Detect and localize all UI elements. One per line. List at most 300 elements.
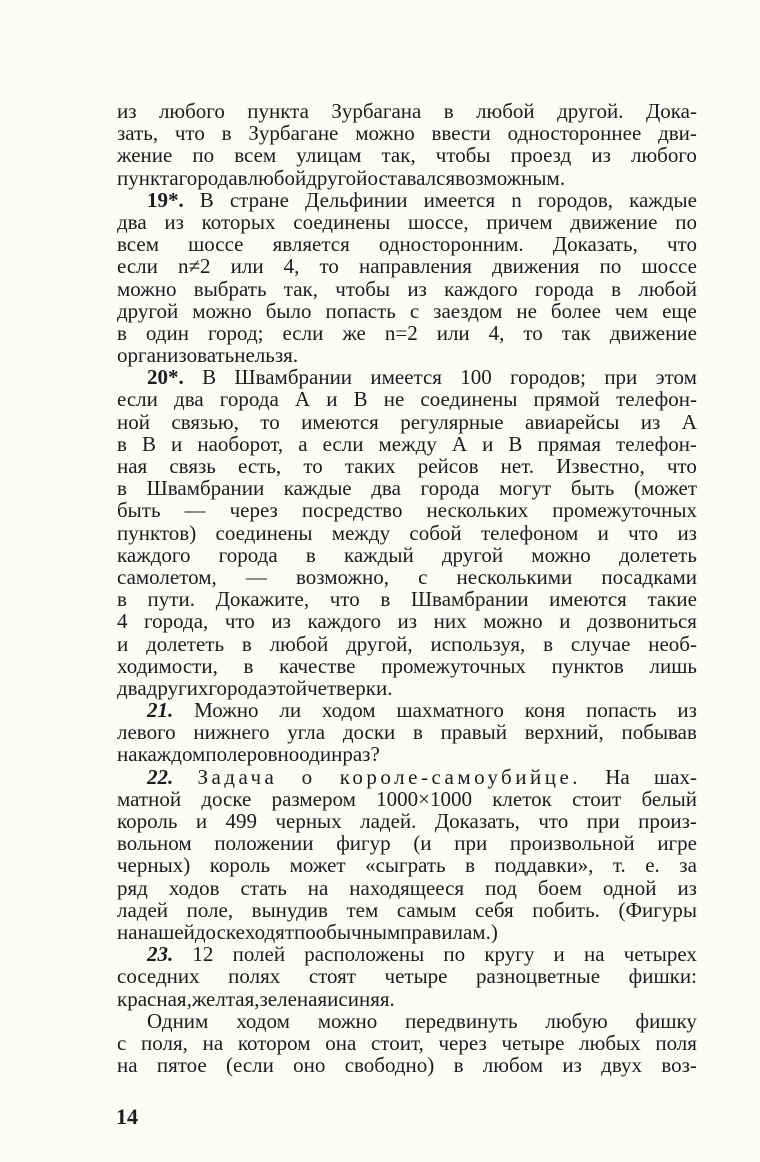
word: поле, (186, 897, 234, 922)
word: между (331, 520, 391, 545)
word: расположены (304, 942, 425, 967)
word: пунктов (551, 653, 624, 678)
word: быть (570, 476, 615, 501)
word: вольном (117, 831, 192, 856)
word: или (436, 320, 470, 345)
word: четыре (384, 964, 448, 989)
word: то (303, 454, 323, 478)
word: регулярные (400, 409, 504, 434)
word: каждого (307, 609, 381, 634)
word: зать, (117, 121, 159, 146)
word: на (307, 875, 329, 900)
word: лишь (649, 653, 697, 678)
word: то (260, 409, 280, 434)
word: Задача (197, 764, 278, 789)
word: В (202, 365, 217, 390)
word: самым (396, 897, 457, 922)
word: из (562, 1053, 582, 1078)
word: Швамбрании (410, 587, 529, 612)
word: Зурбагана (331, 99, 422, 123)
word: чтобы (335, 276, 391, 301)
word: синяя. (338, 986, 395, 1011)
word: под (485, 875, 517, 900)
word: авиарейсы (525, 409, 620, 434)
word: и (195, 809, 208, 833)
text-line (117, 810, 697, 832)
text-line (117, 278, 697, 300)
word: необ- (648, 631, 697, 656)
text-line (117, 366, 697, 388)
word: оно (293, 1053, 326, 1078)
word: ладей (117, 897, 169, 922)
word: а (298, 431, 308, 456)
word: поддавки», (494, 853, 594, 878)
word: шах- (653, 764, 697, 789)
word: поля (655, 1030, 697, 1055)
word: 4, (488, 320, 505, 345)
word: в (543, 631, 554, 656)
word: положении (214, 831, 314, 856)
word: в (117, 431, 127, 456)
text-line (117, 655, 697, 677)
word: на (117, 919, 138, 944)
word: этой (267, 675, 308, 700)
word: Одним (147, 1008, 209, 1033)
word: она (325, 1030, 357, 1055)
word: такие (647, 587, 697, 612)
text-line (117, 411, 697, 433)
word: ладей. (360, 809, 417, 833)
word: стоит (572, 786, 622, 811)
word: долететь (618, 542, 697, 567)
word: по (294, 919, 316, 944)
word: города (420, 476, 480, 501)
word: телефоном (480, 520, 579, 545)
word: чтобы (435, 143, 491, 168)
word: на (583, 942, 605, 967)
word: из (677, 875, 697, 900)
word: попасть (586, 698, 657, 723)
word: Известно, (556, 454, 645, 478)
word: таких (344, 454, 396, 478)
word: побить. (532, 897, 600, 922)
word: возможно, (295, 564, 389, 589)
word: четыре (501, 1030, 565, 1055)
word: 100 (460, 365, 492, 390)
text-line (117, 233, 697, 255)
word: себя (474, 897, 514, 922)
word: одностороннее (507, 121, 642, 146)
word: соединены (215, 520, 313, 545)
word: других (146, 675, 209, 700)
word: зеленая (259, 986, 328, 1011)
word: два (174, 387, 204, 412)
text-line (117, 388, 697, 410)
word: несколькими (456, 564, 573, 589)
word: в (237, 165, 248, 190)
word: (если (226, 1053, 274, 1078)
word: свободно) (344, 1053, 435, 1078)
word: Швамбрании (234, 365, 353, 390)
word: так, (381, 143, 416, 168)
word: Докажите, (215, 587, 310, 612)
word: каждого (444, 276, 518, 301)
word: доске (201, 786, 252, 811)
word: игре (657, 831, 697, 856)
word: пункта (247, 99, 309, 123)
word: любой (638, 276, 697, 301)
text-line (117, 433, 697, 455)
word: пятое (156, 1053, 207, 1078)
word: каждый (343, 542, 414, 567)
word: B (508, 431, 523, 456)
word: Дока- (645, 99, 697, 123)
word: при (454, 831, 488, 856)
word: этом (655, 365, 697, 390)
word: пункта (117, 165, 179, 190)
word: два (371, 476, 401, 501)
word: Дельфинии (305, 187, 408, 212)
word: движение (609, 320, 697, 345)
word: в (465, 853, 476, 878)
word: дозвониться (586, 609, 697, 634)
word: еще (662, 298, 697, 323)
word: любую (545, 1008, 608, 1033)
word: Швамбрании (146, 476, 265, 501)
word: коня (524, 698, 566, 723)
word: из (397, 609, 418, 634)
word: четверки. (307, 675, 393, 700)
word: поля, (141, 1030, 188, 1055)
word: ровно (246, 742, 300, 767)
word: 23. (147, 942, 174, 967)
word: (может (634, 476, 697, 501)
word: полях (228, 964, 281, 989)
text-line (117, 588, 697, 610)
text-line (117, 610, 697, 632)
word: движение (570, 209, 658, 234)
word: если (322, 431, 364, 456)
word: ли (279, 698, 302, 723)
word: обычным (315, 919, 401, 944)
word: за (679, 853, 697, 878)
word: собой (409, 520, 462, 545)
text-line (117, 766, 697, 788)
word: наоборот, (197, 431, 284, 456)
text-line (117, 566, 697, 588)
text-line (117, 1032, 697, 1054)
text-line (117, 743, 697, 765)
word: B (141, 431, 156, 456)
word: при (604, 365, 638, 390)
word: любой (476, 99, 535, 123)
word: шоссе, (407, 209, 469, 234)
word: соединены (420, 387, 518, 412)
word: одной (602, 875, 657, 900)
word: в (305, 542, 316, 567)
word: промежуточных (552, 498, 697, 523)
word: так (561, 320, 591, 345)
text-line (117, 921, 697, 943)
word: можно (317, 1008, 378, 1033)
word: — (184, 498, 206, 523)
word: через (438, 1030, 487, 1055)
word: города, (144, 609, 209, 634)
text-line (117, 100, 697, 122)
word: же (342, 320, 366, 345)
word: движения (492, 254, 580, 279)
word: боем (537, 875, 582, 900)
text-line (117, 943, 697, 965)
word: любого (158, 99, 225, 123)
word: из (271, 609, 291, 634)
word: с (409, 298, 420, 323)
word: могут (499, 476, 552, 501)
text-line (117, 322, 697, 344)
word: и (482, 431, 494, 456)
word: ряд (117, 875, 148, 900)
word: ходом (236, 1008, 290, 1033)
word: возможным. (455, 165, 566, 190)
word: что (666, 232, 697, 257)
word: 19*. (147, 187, 184, 212)
word: 21. (147, 698, 174, 723)
word: один (299, 742, 343, 767)
word: красная, (117, 986, 192, 1011)
word: — (245, 564, 267, 589)
word: побывав (621, 720, 697, 745)
word: самолетом, (117, 564, 217, 589)
word: A (294, 387, 311, 412)
word: 12 (192, 942, 214, 967)
text-line (117, 988, 697, 1010)
word: то (319, 254, 339, 279)
text-line (117, 965, 697, 987)
text-line (117, 677, 697, 699)
word: имеются (549, 587, 627, 612)
word: вынудив (251, 897, 328, 922)
word: нельзя. (234, 343, 299, 368)
word: тем (346, 897, 379, 922)
word: каждого (117, 542, 191, 567)
word: что (174, 121, 205, 146)
word: B (353, 387, 368, 412)
word: из (164, 209, 184, 234)
word: Доказать, (434, 809, 520, 833)
word: другой, (346, 631, 413, 656)
word: котором (237, 1030, 311, 1055)
word: любом (482, 1053, 544, 1078)
word: ходом (321, 698, 376, 723)
text-line (117, 455, 697, 477)
word: фигур (336, 831, 391, 856)
word: и (597, 520, 609, 545)
word: можно (355, 121, 415, 146)
word: стать (240, 875, 287, 900)
word: пунктов) (117, 520, 197, 545)
word: можно (483, 609, 543, 634)
word: в (241, 631, 252, 656)
word: попасть (325, 298, 396, 323)
word: может (289, 853, 346, 878)
word: так, (283, 276, 319, 301)
word: воз- (661, 1053, 697, 1078)
word: Доказать, (552, 232, 638, 257)
word: в (443, 99, 454, 123)
word: черных) (117, 853, 191, 878)
word: дви- (658, 121, 697, 146)
word: по (443, 942, 466, 967)
word: есть, (238, 454, 282, 478)
word: поле (205, 742, 247, 767)
word: имеется (370, 365, 442, 390)
word: города (534, 276, 594, 301)
word: шоссе (188, 232, 244, 257)
text-line (117, 1010, 697, 1032)
word: правый (440, 720, 507, 745)
word: n (511, 187, 522, 212)
word: правилам.) (400, 919, 498, 944)
word: левого (117, 720, 176, 745)
word: и (326, 387, 338, 412)
word: заездом (433, 298, 503, 323)
text-line (117, 633, 697, 655)
text-line (117, 255, 697, 277)
word: и (327, 986, 339, 1011)
word: каждом (137, 742, 206, 767)
word: проезд (510, 143, 572, 168)
word: соседних (117, 964, 200, 989)
word: стоят (308, 964, 356, 989)
word: посредство (301, 498, 403, 523)
word: кругу (484, 942, 535, 967)
word: телефон- (616, 387, 697, 412)
word: рейсов (417, 454, 479, 478)
word: любых (579, 1030, 641, 1055)
word: нашей (137, 919, 195, 944)
word: любой (247, 165, 307, 190)
word: 4, (283, 254, 300, 279)
word: односторонним. (378, 232, 524, 257)
text-line (117, 300, 697, 322)
text-line (117, 522, 697, 544)
text-line (117, 122, 697, 144)
word: и (171, 431, 183, 456)
word: размером (271, 786, 356, 811)
word: в (117, 320, 127, 345)
word: из (677, 698, 697, 723)
word: из (677, 520, 697, 545)
word: что (329, 587, 360, 612)
text-line (117, 877, 697, 899)
word: верхний, (524, 720, 604, 745)
word: направления (359, 254, 472, 279)
word: в (413, 720, 423, 745)
word: ввести (431, 121, 491, 146)
word: через (229, 498, 278, 523)
word: n≠2 (177, 254, 211, 279)
word: ходят (244, 919, 295, 944)
word: произвольной (509, 831, 635, 856)
word: соединены (293, 209, 391, 234)
word: (Фигуры (618, 897, 697, 922)
word: ходимости, (117, 653, 218, 678)
word: в (117, 476, 127, 501)
word: е. (645, 853, 660, 878)
word: шоссе (641, 254, 697, 279)
word: связь (169, 454, 216, 478)
word: городов, (537, 187, 614, 212)
word: шахматного (396, 698, 504, 723)
word: является (272, 232, 350, 257)
word: телефон- (616, 431, 697, 456)
word: доске (194, 919, 245, 944)
word: любого (630, 143, 697, 168)
word: можно (192, 298, 252, 323)
word: организовать (117, 343, 235, 368)
word: четырех (623, 942, 697, 967)
word: фишку (635, 1008, 697, 1033)
word: находящееся (349, 875, 465, 900)
word: желтая, (191, 986, 260, 1011)
text-line (117, 832, 697, 854)
word: что (538, 809, 569, 833)
word: нижнего (193, 720, 270, 745)
word: и (559, 609, 571, 634)
word: ная (117, 454, 148, 478)
word: них (433, 609, 467, 634)
word: короле-самоубийце. (339, 764, 582, 789)
word: с (117, 1030, 127, 1055)
word: в (453, 1053, 464, 1078)
word: с (418, 564, 428, 589)
word: ходов (168, 875, 220, 900)
word: качестве (279, 653, 356, 678)
text-line (117, 477, 697, 499)
word: 22. (147, 764, 174, 789)
word: 4 (117, 609, 128, 634)
word: города (218, 542, 278, 567)
word: белый (641, 786, 697, 811)
word: о (301, 764, 316, 789)
word: передвинуть (405, 1008, 518, 1033)
word: матной (117, 786, 182, 811)
word: n=2 (384, 320, 418, 345)
word: в (117, 587, 127, 612)
word: любой (269, 631, 329, 656)
word: фишки: (628, 964, 697, 989)
word: не (383, 387, 405, 412)
word: выбрать (193, 276, 267, 301)
word: из (591, 143, 611, 168)
word: между (378, 431, 437, 456)
word: угла (287, 720, 326, 745)
word: если (117, 387, 158, 412)
word: прямая (537, 431, 601, 456)
word: на (202, 1030, 224, 1055)
word: ной (117, 409, 150, 434)
word: по (599, 254, 622, 279)
word: чем (614, 298, 649, 323)
word: другой (441, 542, 504, 567)
text-line (117, 189, 697, 211)
word: в (243, 653, 254, 678)
word: и (553, 942, 565, 967)
word: черных (275, 809, 342, 833)
word: т. (612, 853, 626, 878)
text-line (117, 167, 697, 189)
text-line (117, 499, 697, 521)
